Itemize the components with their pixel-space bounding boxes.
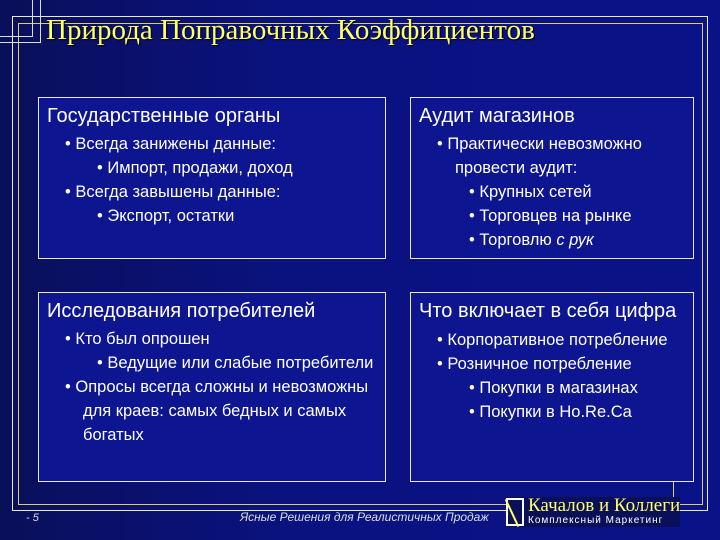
list-item-text: Торговлю (479, 231, 557, 249)
list-item (47, 132, 377, 156)
list-item (47, 327, 377, 351)
list-item-text: Корпоративное потребление (447, 331, 668, 349)
list-item (419, 376, 685, 400)
logo-name: Качалов и Коллеги (528, 495, 681, 516)
list-item-text: Экспорт, остатки (107, 207, 235, 225)
list-item-text: Всегда занижены данные: (75, 135, 276, 153)
corner-decoration (0, 0, 33, 37)
slide-title: Природа Поправочных Коэффициентов (46, 14, 535, 46)
list-item-text: Опросы всегда сложны и невозможны для краев: самых бедных и самых богатых (75, 378, 369, 444)
bullet-list (47, 132, 377, 228)
list-item (47, 156, 377, 180)
box-government (38, 97, 386, 259)
logo-subtitle: Комплексный Маркетинг (528, 515, 664, 526)
list-item-text: Всегда завышены данные: (75, 183, 281, 201)
box-consumer-research (38, 292, 386, 482)
list-item (47, 180, 377, 204)
bullet-list (47, 327, 377, 447)
box-heading: Государственные органы (47, 105, 281, 127)
list-item-text: Кто был опрошен (75, 330, 210, 348)
list-item-text: Крупных сетей (479, 183, 592, 201)
box-figure-contents (410, 292, 694, 482)
list-item-emphasis: с рук (556, 231, 594, 249)
list-item (419, 400, 685, 424)
list-item (419, 132, 685, 180)
list-item-text: Покупки в магазинах (479, 379, 638, 397)
list-item (419, 204, 685, 228)
bullet-list (419, 328, 685, 424)
box-heading: Что включает в себя цифра (419, 300, 677, 322)
box-heading: Аудит магазинов (419, 105, 575, 127)
list-item-text: Розничное потребление (447, 355, 632, 373)
list-item (419, 328, 685, 352)
page-number: - 5 (26, 512, 39, 524)
footer-slogan: Ясные Решения для Реалистичных Продаж (240, 510, 489, 524)
list-item (419, 228, 685, 252)
box-store-audit (410, 97, 694, 259)
list-item (47, 204, 377, 228)
list-item-text: Ведущие или слабые потребители (107, 354, 374, 372)
bullet-list (419, 132, 685, 252)
box-heading: Исследования потребителей (47, 300, 316, 322)
list-item-text: Покупки в Ho.Re.Ca (479, 403, 632, 421)
company-logo (506, 497, 680, 527)
list-item-text: Торговцев на рынке (479, 207, 632, 225)
list-item-text: Практически невозможно провести аудит: (447, 135, 642, 177)
logo-icon (506, 498, 524, 526)
list-item (419, 180, 685, 204)
list-item-text: Импорт, продажи, доход (107, 159, 293, 177)
list-item (47, 375, 377, 447)
list-item (419, 352, 685, 376)
list-item (47, 351, 377, 375)
